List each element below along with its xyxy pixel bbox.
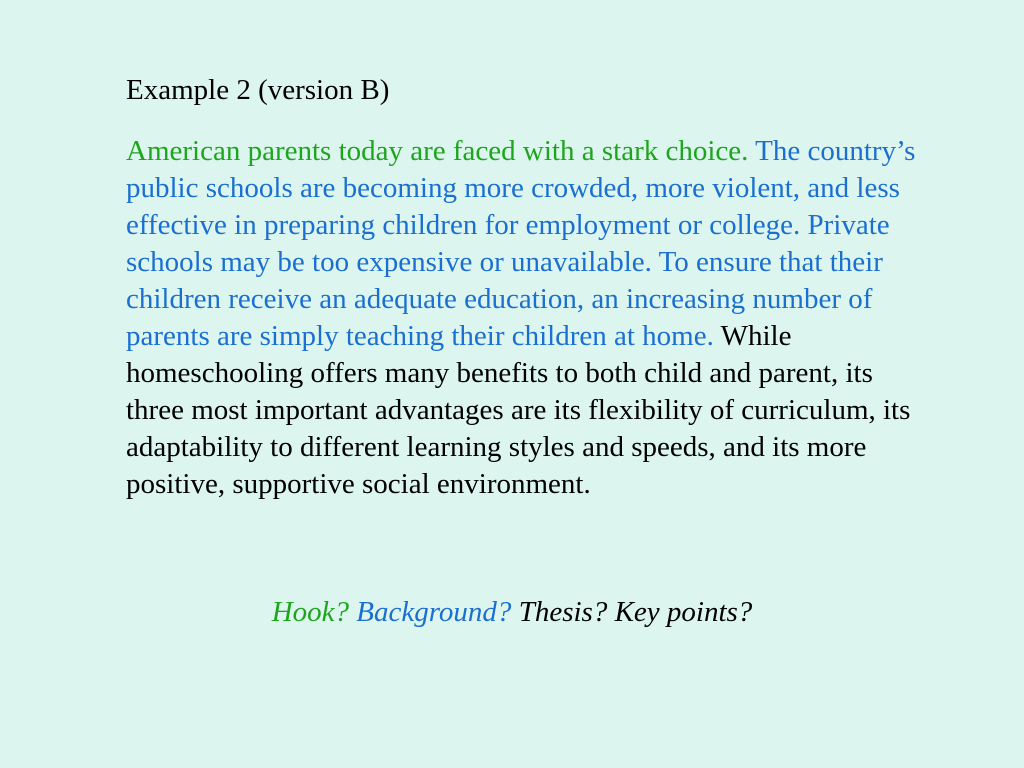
background-question: Background? xyxy=(356,596,512,628)
question-line xyxy=(0,594,1024,631)
thesis-key-points-question: Thesis? Key points? xyxy=(518,596,753,628)
hook-question: Hook? xyxy=(271,596,350,628)
intro-paragraph xyxy=(126,133,926,503)
thesis-sentence: While homeschooling offers many benefits to both child and parent, its three most important advantages are its flexibility of curriculum, its adaptability to different learning styles and speeds, and its more positive, supportive social environment. xyxy=(126,320,911,500)
slide-title: Example 2 (version B) xyxy=(126,74,390,106)
hook-sentence: American parents today are faced with a stark choice. xyxy=(126,135,749,167)
background-sentences: The country’s public schools are becoming more crowded, more violent, and less effective in preparing children for employment or college. Private schools may be too expensive or unavailable. To ensure that their children receive an adequate education, an increasing number of parents are simply teaching their children at home. xyxy=(126,135,916,352)
